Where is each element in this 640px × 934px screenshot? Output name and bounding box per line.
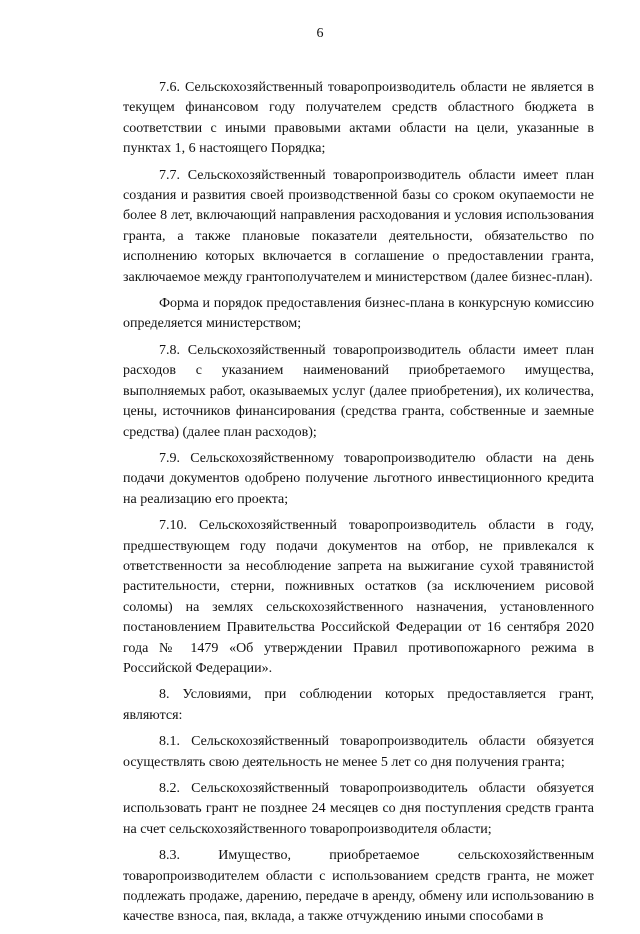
paragraph-8-1: 8.1. Сельскохозяйственный товаропроизводитель области обязуется осуществлять свою деятельность не менее 5 лет со дня получения гранта; [123, 734, 594, 770]
page-number: 6 [316, 26, 324, 41]
paragraph-7-6: 7.6. Сельскохозяйственный товаропроизводитель области не является в текущем финансовом году получателем средств областного бюджета в соответствии с иными правовыми актами области на цели, указанные в пунктах 1, 6 настоящего Порядка; [123, 80, 594, 157]
paragraph-8-3: 8.3. Имущество, приобретаемое сельскохозяйственным товаропроизводителем области с использованием средств гранта, не может подлежать продаже, дарению, передаче в аренду, обмену или использованию в качестве взноса, пая, вклада, а также отчуждению иными способами в [123, 848, 594, 925]
document-body [123, 78, 594, 934]
paragraph-8: 8. Условиями, при соблюдении которых предоставляется грант, являются: [123, 687, 594, 723]
paragraph-7-10: 7.10. Сельскохозяйственный товаропроизводитель области в году, предшествующем году подачи документов на отбор, не привлекался к ответственности за несоблюдение запрета на выжигание сухой травянистой растительности, стерни, пожнивных остатков (за исключением рисовой соломы) на землях сельскохозяйственного назначения, установленного постановлением Правительства Российской Федерации от 16 сентября 2020 года № 1479 «Об утверждении Правил противопожарного режима в Российской Федерации». [123, 518, 594, 676]
paragraph-business-plan-form: Форма и порядок предоставления бизнес-плана в конкурсную комиссию определяется министерством; [123, 296, 594, 332]
paragraph-7-7: 7.7. Сельскохозяйственный товаропроизводитель области имеет план создания и развития своей производственной базы со сроком окупаемости не более 8 лет, включающий направления расходования и условия использования гранта, а также плановые показатели деятельности, обязательство по исполнению которых включается в соглашение о предоставлении гранта, заключаемое между грантополучателем и министерством (далее бизнес-план). [123, 167, 594, 285]
paragraph-8-2: 8.2. Сельскохозяйственный товаропроизводитель области обязуется использовать грант не позднее 24 месяцев со дня поступления средств гранта на счет сельскохозяйственного товаропроизводителя области; [123, 781, 594, 837]
paragraph-7-9: 7.9. Сельскохозяйственному товаропроизводителю области на день подачи документов одобрено получение льготного инвестиционного кредита на реализацию его проекта; [123, 450, 594, 507]
paragraph-7-8: 7.8. Сельскохозяйственный товаропроизводитель области имеет план расходов с указанием наименований приобретаемого имущества, выполняемых работ, оказываемых услуг (далее приобретения), их количества, цены, источников финансирования (средства гранта, собственные и заемные средства) (далее план расходов); [123, 342, 594, 440]
